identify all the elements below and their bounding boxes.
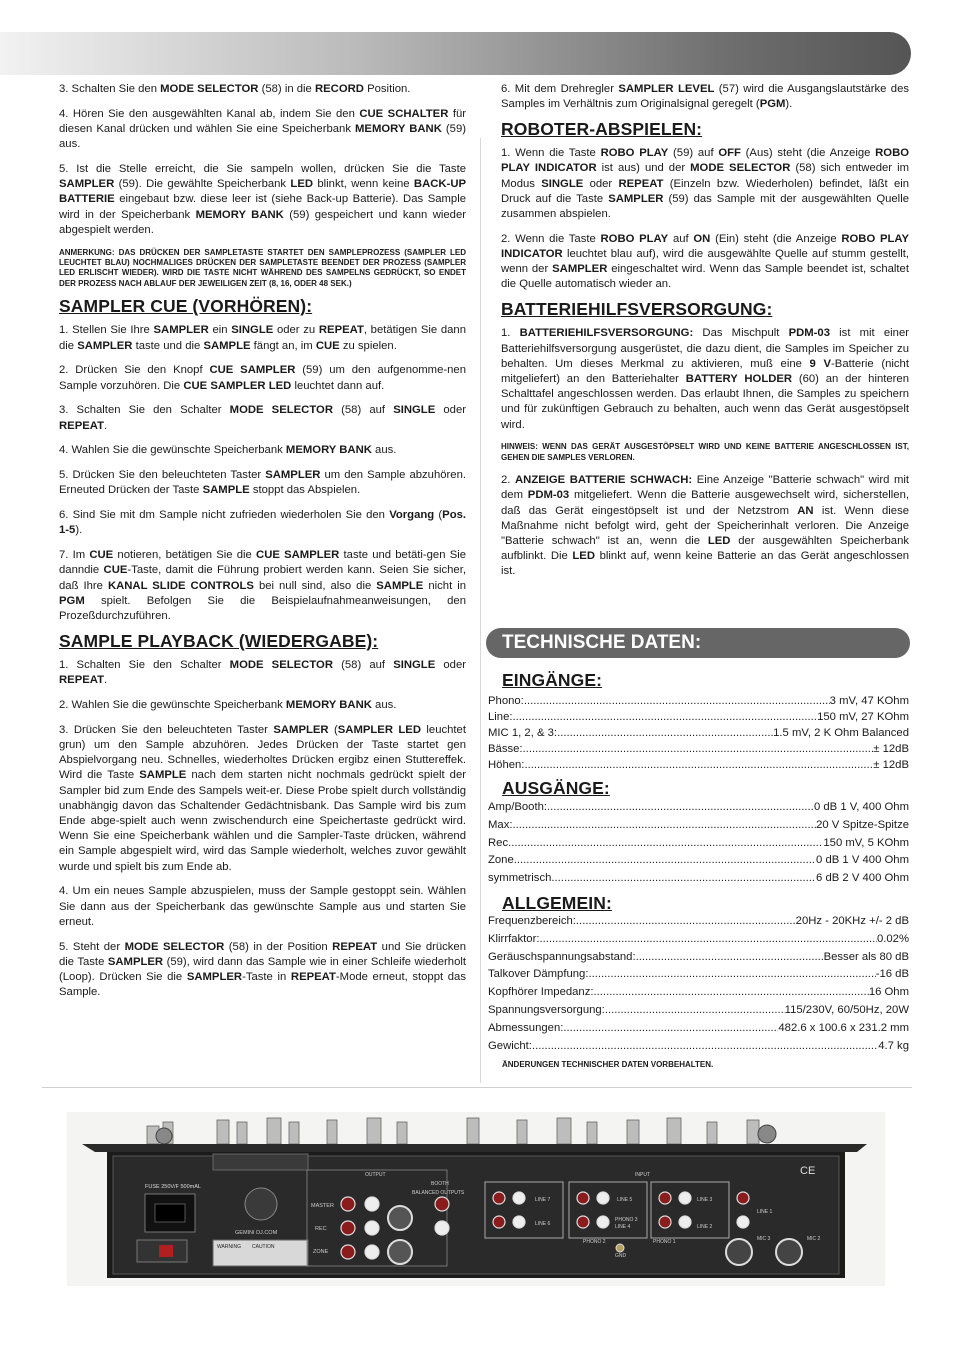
spec-label: Frequenzbereich:: [488, 915, 576, 927]
heading-battery: BATTERIEHILFSVERSORGUNG:: [501, 299, 773, 320]
leader-dots: [605, 1004, 785, 1016]
heading-outputs: AUSGÄNGE:: [502, 778, 610, 798]
bold-term: CUE SCHALTER: [359, 107, 449, 120]
leader-dots: [636, 951, 824, 963]
spec-label: Höhen:: [488, 759, 525, 771]
bold-term: REPEAT: [59, 419, 104, 432]
spec-row: [488, 743, 909, 759]
ce-mark: CE: [800, 1165, 816, 1177]
input-label: INPUT: [635, 1172, 650, 1178]
paragraph: 5. Ist die Stelle erreicht, die Sie sampeln wollen, drücken Sie die Taste SAMPLER (59). Die gewählte Speicherbank LED blinkt, wenn keine BACK-UP BATTERIE eingebaut bzw. diese leer ist (siehe Back-up Batterie). Das Sample wird in der Speicherbank MEMORY BANK (59) gespeichert und kann wieder abgespielt werden.: [59, 163, 467, 236]
leader-dots: [551, 872, 816, 884]
spec-value: 16 Ohm: [868, 986, 909, 999]
bold-term: LED: [707, 535, 731, 548]
bold-term: MEMORY BANK: [285, 699, 372, 712]
gnd-label: GND: [615, 1253, 627, 1259]
heading-roboter: ROBOTER-ABSPIELEN:: [501, 119, 703, 139]
paragraph: 4. Um ein neues Sample abzuspielen, muss der Sample gestoppt sein. Wählen Sie dann aus der Speicherbank das gewünschte Sample aus und starten Sie erneut.: [59, 885, 466, 928]
line2-label: LINE 2: [697, 1224, 713, 1230]
bold-term: REPEAT: [290, 971, 336, 984]
heading-general: ALLGEMEIN:: [502, 893, 612, 913]
bold-term: ON: [693, 232, 711, 245]
bold-term: KANAL SLIDE CONTROLS: [107, 579, 254, 592]
phono3-label: PHONO 3: [615, 1217, 638, 1223]
bold-term: PGM: [759, 98, 786, 111]
paragraph: 3. Drücken Sie den beleuchteten Taster SAMPLER (SAMPLER LED leuchtet grun) um den Sample abzuhören. Jedes Drücken der Taste startet gen Abspielvorgang neu. Schnelles, wiederholtes Drücken ergibz einen Stuttereffek. Wird die Taste SAMPLE nach dem starten nicht nochmals gedrückt spielt der Sampler bid zum Ende des Sampels weit-er. Diese Probe spielt durch vollständig unabhängig davon das Schaltender Gedächtnisbank. Das Sample wird bis zum Ende abge-spielt auch wenn zwischendurch eine Speichertaste gedrückt wird. Wenn Sie eine Speicherbank wählen und die Sampler-Taste drücken, während ein Sample abgespielt wird, wird das Sample wiederholt, welches zuvor gewählt wurde und spielt bis zum Ende ab.: [59, 723, 467, 873]
spec-value: ± 12dB: [873, 759, 909, 771]
heading-inputs: EINGÄNGE:: [502, 670, 603, 690]
note: HINWEIS: WENN DAS GERÄT AUSGESTÖPSELT WIRD UND KEINE BATTERIE ANGESCHLOSSEN IST, GEHEN DIE SAMPLES VERLOREN.: [501, 442, 909, 462]
spec-value: ± 12dB: [873, 743, 909, 755]
bold-term: 9 V: [809, 357, 832, 370]
spec-value: 1.5 mV, 2 K Ohm Balanced: [773, 727, 909, 739]
paragraph: 4. Wahlen Sie die gewünschte Speicherbank MEMORY BANK aus.: [59, 444, 397, 457]
leader-dots: [539, 933, 876, 945]
bold-term: BATTERY HOLDER: [685, 373, 793, 386]
bold-term: SAMPLER: [552, 263, 608, 276]
spec-label: MIC 1, 2, & 3:: [488, 727, 558, 739]
bold-term: MEMORY BANK: [355, 123, 442, 135]
line1-label: LINE 1: [757, 1209, 773, 1215]
spec-row: [488, 711, 909, 727]
phono2-label: PHONO 2: [583, 1239, 606, 1245]
spec-label: Amp/Booth:: [488, 801, 548, 813]
spec-row: [488, 915, 909, 931]
spec-value: 0.02%: [876, 932, 909, 945]
spec-row: [488, 854, 909, 870]
paragraph: 2. Drücken Sie den Knopf CUE SAMPLER (59) um den aufgenomme-nen Sample vorzuhören. Die CUE SAMPLER LED leuchtet dann auf.: [59, 364, 466, 392]
spec-value: 150 mV, 27 KOhm: [817, 711, 909, 723]
leader-dots: [532, 1040, 878, 1052]
bold-term: SAMPLE: [139, 769, 187, 782]
spec-label: Spannungsversorgung:: [488, 1004, 605, 1016]
line3-label: LINE 3: [697, 1197, 713, 1203]
bold-term: MEMORY BANK: [285, 444, 372, 457]
bold-term: BATTERIEHILFSVERSORGUNG:: [519, 327, 694, 340]
spec-row: [488, 727, 909, 743]
spec-value: -16 dB: [875, 968, 909, 981]
paragraph: 1. Wenn die Taste ROBO PLAY (59) auf OFF (Aus) steht (die Anzeige ROBO PLAY INDICATOR ist aus) und der MODE SELECTOR (58) sich entweder im Modus SINGLE oder REPEAT (Einzeln bzw. Wiederholen) befindet, läßt ein Druck auf die Taste SAMPLER (59) das Sample mit der ausgewählten Quelle zusammen abspielen.: [501, 147, 910, 221]
spec-label: Talkover Dämpfung:: [488, 968, 589, 981]
paragraph: 1. Schalten Sie den Schalter MODE SELECTOR (58) auf SINGLE oder REPEAT.: [59, 659, 467, 687]
paragraph: 2. Wahlen Sie die gewünschte Speicherbank MEMORY BANK aus.: [59, 699, 397, 712]
spec-value: 3 mV, 47 KOhm: [829, 695, 909, 707]
leader-dots: [523, 743, 874, 755]
right-column: [501, 82, 909, 589]
bold-term: SAMPLER: [273, 723, 329, 736]
spec-label: Rec: [488, 836, 509, 849]
phono1-label: PHONO 1: [653, 1239, 676, 1245]
heading-sample-playback: SAMPLE PLAYBACK (WIEDERGABE):: [59, 630, 379, 651]
spec-value: 115/230V, 60/50Hz, 20W: [784, 1004, 909, 1016]
bold-term: REPEAT: [332, 940, 378, 953]
bold-term: PDM-03: [788, 327, 830, 340]
tech-data-banner: TECHNISCHE DATEN:: [486, 628, 910, 658]
bold-term: LED: [290, 178, 314, 191]
booth-label: BOOTH: [431, 1181, 449, 1187]
spec-row: [488, 759, 909, 775]
leader-dots: [594, 986, 869, 998]
bold-term: SAMPLER: [59, 178, 115, 191]
leader-dots: [524, 695, 830, 707]
bold-term: OFF: [718, 147, 741, 160]
bold-term: CUE SAMPLER LED: [183, 379, 292, 392]
rear-panel-drawing: [67, 1112, 885, 1286]
bold-term: LED: [572, 550, 595, 563]
spec-label: Zone: [488, 854, 514, 867]
spec-value: 20Hz - 20KHz +/- 2 dB: [795, 915, 909, 927]
balanced-label: BALANCED OUTPUTS: [412, 1190, 465, 1196]
spec-label: Bässe:: [488, 743, 523, 755]
master-label: MASTER: [311, 1203, 334, 1209]
bold-term: REPEAT: [59, 674, 104, 687]
line6-label: LINE 6: [535, 1221, 551, 1227]
bold-term: SAMPLER: [107, 955, 164, 968]
bold-term: CUE SAMPLER: [209, 364, 296, 377]
spec-label: Kopfhörer Impedanz:: [488, 986, 594, 999]
spec-value: 6 dB 2 V 400 Ohm: [816, 872, 909, 885]
bold-term: CUE: [315, 339, 340, 352]
spec-value: 150 mV, 5 KOhm: [823, 836, 909, 849]
bold-term: MEMORY BANK: [195, 208, 284, 221]
bold-term: SAMPLE: [202, 484, 250, 497]
spec-row: [488, 1040, 909, 1056]
mic2-label: MIC 2: [807, 1236, 821, 1242]
spec-row: [488, 933, 909, 949]
bold-term: ROBO PLAY: [600, 232, 669, 245]
spec-row: [488, 986, 909, 1002]
bold-term: MODE SELECTOR: [229, 404, 333, 417]
paragraph: 5. Steht der MODE SELECTOR (58) in der Position REPEAT und Sie drücken die Taste SAMPLER (59), wird dann das Sample wie in einer Schleife wiederholt (Loop). Drücken Sie die SAMPLER-Taste in REPEAT-Mode erneut, stoppt das Sample.: [59, 940, 467, 999]
bold-term: Vorgang: [389, 509, 435, 522]
spec-label: Klirrfaktor:: [488, 932, 540, 945]
bold-term: SAMPLER: [265, 469, 321, 482]
spec-row: [488, 1022, 909, 1038]
bold-term: SINGLE: [393, 659, 436, 672]
spec-row: [488, 968, 909, 984]
paragraph: 3. Schalten Sie den Schalter MODE SELECTOR (58) auf SINGLE oder REPEAT.: [59, 404, 467, 432]
spec-label: Gewicht:: [488, 1039, 532, 1052]
spec-value: Besser als 80 dB: [823, 950, 909, 963]
bold-term: MODE SELECTOR: [160, 83, 259, 95]
bold-term: ROBO PLAY INDICATOR: [501, 147, 910, 175]
spec-row: [488, 819, 909, 835]
rec-label: REC: [315, 1226, 327, 1232]
leader-dots: [557, 727, 773, 739]
bold-term: PGM: [59, 594, 85, 607]
line5-label: LINE 5: [617, 1197, 633, 1203]
bold-term: SAMPLER: [186, 971, 243, 984]
bold-term: SAMPLER: [77, 339, 133, 352]
spec-label: Phono:: [488, 695, 524, 707]
leader-dots: [514, 854, 816, 866]
bold-term: AN: [797, 504, 814, 517]
mic3-label: MIC 3: [757, 1236, 771, 1242]
bold-term: SAMPLER: [153, 324, 209, 337]
line4-label: LINE 4: [615, 1224, 631, 1230]
bold-term: REPEAT: [618, 177, 664, 190]
spec-label: Abmessungen:: [488, 1021, 564, 1034]
bold-term: SINGLE: [231, 324, 274, 337]
output-label: OUTPUT: [365, 1172, 386, 1178]
bold-term: SAMPLER LED: [337, 723, 421, 736]
leader-dots: [563, 1022, 778, 1034]
spec-label: Line:: [488, 711, 513, 723]
heading-sampler-cue: SAMPLER CUE (VORHÖREN):: [59, 296, 313, 317]
spec-value: 20 V Spitze-Spitze: [816, 818, 909, 831]
bold-term: SINGLE: [541, 177, 584, 190]
bold-term: SAMPLER: [608, 192, 664, 205]
brand-label: GEMINI DJ.COM: [235, 1230, 278, 1236]
bold-term: ANZEIGE BATTERIE SCHWACH:: [515, 474, 693, 487]
paragraph: 4. Hören Sie den ausgewählten Kanal ab, indem Sie den CUE SCHALTER für diesen Kanal drücken und wählen Sie eine Speicherbank MEMORY BANK (59) aus.: [59, 107, 467, 151]
rear-panel-image: [67, 1112, 885, 1286]
leader-dots: [524, 759, 873, 771]
paragraph: 1. Stellen Sie Ihre SAMPLER ein SINGLE oder zu REPEAT, betätigen Sie dann die SAMPLER taste und die SAMPLE fängt an, im CUE zu spielen.: [59, 324, 467, 352]
leader-dots: [588, 968, 875, 980]
bold-term: RECORD: [314, 83, 364, 95]
bold-term: MODE SELECTOR: [690, 162, 791, 175]
bold-term: CUE SAMPLER: [256, 549, 340, 562]
bold-term: ROBO PLAY INDICATOR: [501, 232, 910, 261]
paragraph: 2. Wenn die Taste ROBO PLAY auf ON (Ein) steht (die Anzeige ROBO PLAY INDICATOR leuchtet blau auf), wird die ausgewählte Quelle auf stumm gestellt, wenn der SAMPLER eingeschaltet wird. Wenn das Sample beendet ist, schaltet die Quelle automatisch wieder an.: [501, 232, 910, 291]
spec-value: 4.7 kg: [878, 1039, 909, 1052]
spec-label: symmetrisch: [488, 872, 552, 885]
column-divider: [480, 138, 481, 1083]
spec-row: [488, 1004, 909, 1020]
spec-row: [488, 872, 909, 888]
bold-term: SAMPLE: [203, 339, 251, 352]
warning-label: WARNING: [217, 1244, 241, 1250]
spec-value: 0 dB 1 V 400 Ohm: [816, 854, 909, 867]
bold-term: SAMPLER LEVEL: [618, 83, 715, 95]
spec-row: [488, 837, 909, 853]
paragraph: 6. Sind Sie mit dm Sample nicht zufrieden wiederholen Sie den Vorgang (Pos. 1-5).: [59, 509, 467, 537]
spec-value: 482.6 x 100.6 x 231.2 mm: [778, 1021, 909, 1034]
fuse-label: FUSE 250V/F 500mAL: [145, 1184, 201, 1190]
disclaimer: ÄNDERUNGEN TECHNISCHER DATEN VORBEHALTEN.: [502, 1060, 714, 1069]
spec-label: Geräuschspannungsabstand:: [488, 950, 636, 963]
bold-term: MODE SELECTOR: [124, 940, 225, 953]
spec-row: [488, 951, 909, 967]
leader-dots: [513, 711, 818, 723]
paragraph: 7. Im CUE notieren, betätigen Sie die CUE SAMPLER taste und betäti-gen Sie danndie CUE-Taste, damit die Führung probiert werden kann. Seien Sie sicher, daß Ihre KANAL SLIDE CONTROLS bei null sind, also die SAMPLE nicht in PGM spielt. Befolgen Sie die Beispielaufnahmeanweisungen, den Prozeßdurchzuführen.: [59, 549, 467, 623]
bold-term: SINGLE: [393, 404, 436, 417]
bold-term: REPEAT: [318, 324, 364, 337]
header-bar: [0, 32, 911, 75]
paragraph: 2. ANZEIGE BATTERIE SCHWACH: Eine Anzeige "Batterie schwach" wird mit dem PDM-03 mitgeliefert. Wenn die Batterie ausgewechselt wird, sicherstellen, daß das Gerät eingestöpselt ist und der Netzstrom AN ist. Wenn diese Maßnahme nicht befolgt wird, geht der Speicherinhalt verloren. Die Anzeige "Batterie schwach" ist an, wenn die LED der ausgewählten Speicherbank aufblinkt. Die LED blinkt auf, wenn keine Batterie an das Gerät angeschlossen ist.: [501, 474, 910, 578]
line7-label: LINE 7: [535, 1197, 551, 1203]
spec-label: Max:: [488, 818, 513, 831]
spec-row: [488, 695, 909, 711]
spec-value: 0 dB 1 V, 400 Ohm: [813, 801, 909, 813]
paragraph: 5. Drücken Sie den beleuchteten Taster SAMPLER um den Sample abzuhören. Erneuted Drücken der Taste SAMPLE stoppt das Abspielen.: [59, 469, 466, 497]
bold-term: PDM-03: [527, 489, 570, 502]
bold-term: BACK-UP BATTERIE: [59, 178, 467, 206]
spec-row: [488, 801, 909, 817]
leader-dots: [508, 837, 823, 849]
bold-term: ROBO PLAY: [600, 147, 669, 160]
leader-dots: [547, 801, 814, 813]
paragraph: 3. Schalten Sie den MODE SELECTOR (58) in die RECORD Position.: [59, 83, 411, 95]
bold-term: CUE: [103, 564, 128, 577]
section-divider: [42, 1087, 912, 1088]
caution-label: CAUTION: [252, 1244, 275, 1250]
bold-term: MODE SELECTOR: [229, 659, 333, 672]
bold-term: SAMPLE: [376, 579, 424, 592]
leader-dots: [576, 915, 796, 927]
leader-dots: [512, 819, 816, 831]
left-column: [59, 82, 466, 1010]
zone-label: ZONE: [313, 1249, 329, 1255]
note: ANMERKUNG: DAS DRÜCKEN DER SAMPLETASTE STARTET DEN SAMPLEPROZESS (SAMPLER LED LEUCHTET BLAU) NOCHMALIGES DRÜCKEN DER SAMPLETASTE BEENDET DER PROZESS (SAMPLER LED ERLISCHT WIEDER). WIRD DIE TASTE NICHT WÄHREND DES SAMPELNS GEDRÜCKT, SO ENDET DER PROZESS NACH ABLAUF DER JEWEILIGEN ZEIT (8, 16, ODER 48 SEK.): [59, 247, 466, 288]
bold-term: CUE: [89, 549, 114, 562]
paragraph: 1. BATTERIEHILFSVERSORGUNG: Das Mischpult PDM-03 ist mit einer Batteriehilfsversorgung ausgerüstet, die dazu dient, die Samples im Speicher zu behalten. Um dieses Merkmal zu aktivieren, muß eine 9 V-Batterie (nicht mitgeliefert) an den Batteriehalter BATTERY HOLDER (60) an der hinteren Schalttafel angeschlossen werden. Das erlaubt Ihnen, die Samples zu speichern und für zukünftigen Gebrauch zu behalten, auch wenn das Gerät ausgestöpselt wird.: [501, 327, 909, 431]
paragraph: 6. Mit dem Drehregler SAMPLER LEVEL (57) wird die Ausgangslautstärke des Samples im Verhältnis zum Originalsignal geregelt (PGM).: [501, 83, 910, 111]
bold-term: Pos. 1-5: [59, 509, 467, 537]
